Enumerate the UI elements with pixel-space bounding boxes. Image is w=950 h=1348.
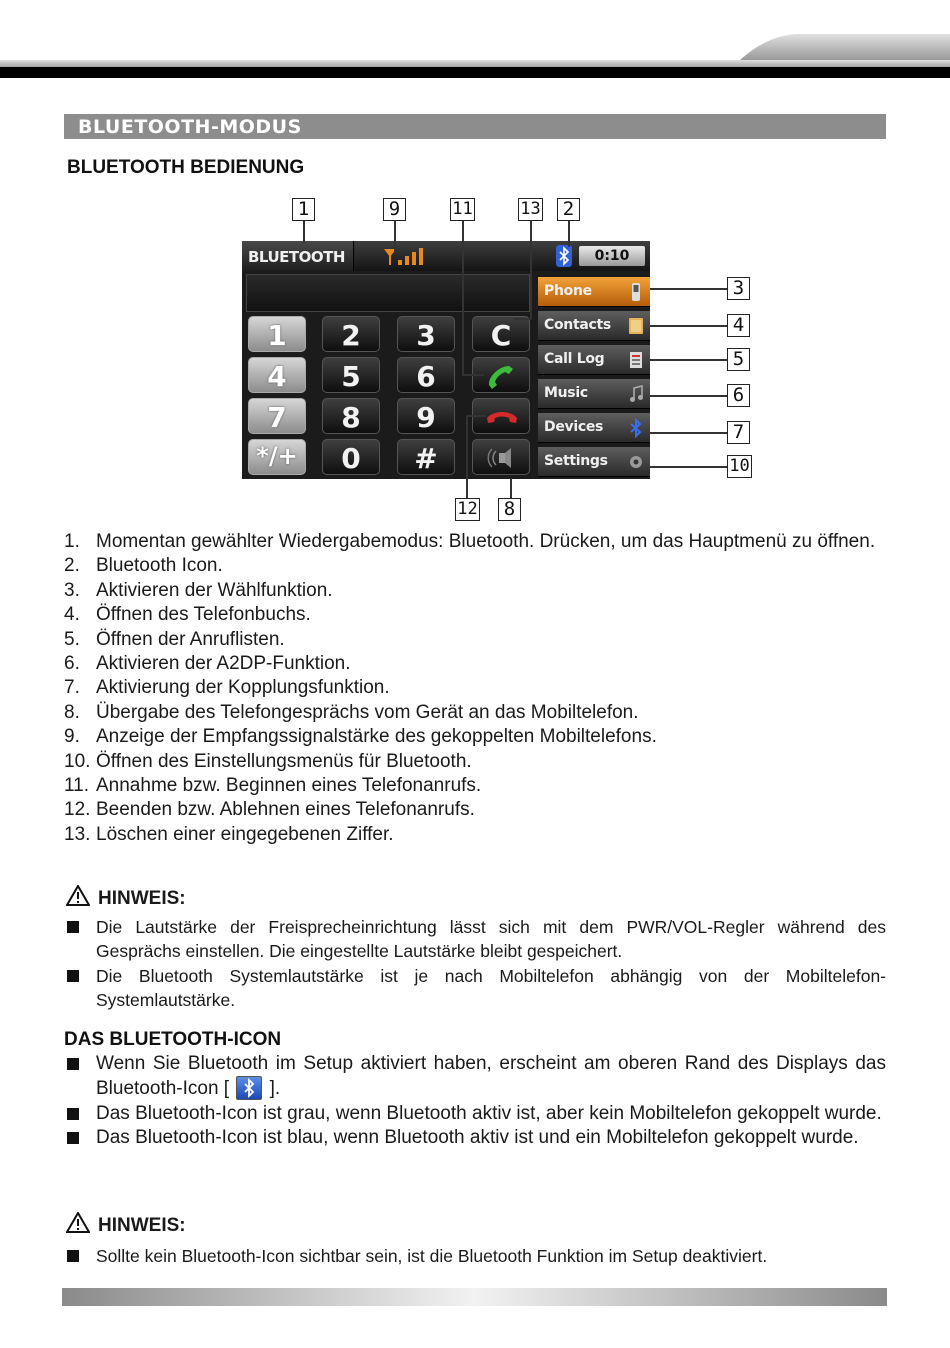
key-4-label: 4 xyxy=(267,360,287,393)
leader-line-2 xyxy=(568,221,570,247)
bluetooth-inline-icon xyxy=(236,1076,262,1100)
key-6[interactable] xyxy=(397,357,455,393)
callout-11: 11 xyxy=(450,198,475,221)
key-9-label: 9 xyxy=(416,401,436,434)
callout-10: 10 xyxy=(727,455,752,478)
menu-phone[interactable] xyxy=(538,277,650,307)
leader-line-1 xyxy=(303,221,305,243)
hint-bullet xyxy=(64,965,886,1012)
leader-line-4 xyxy=(650,325,727,327)
call-timer-text: 0:10 xyxy=(594,248,630,264)
leader-line-13b xyxy=(514,318,531,320)
list-item xyxy=(64,603,886,627)
list-item xyxy=(64,725,886,749)
call-log-list-icon xyxy=(628,350,644,370)
phone-icon xyxy=(628,282,644,302)
list-item xyxy=(64,676,886,700)
section-title: BLUETOOTH-MODUS xyxy=(78,116,302,138)
list-item-number: 11. xyxy=(64,775,90,797)
list-item xyxy=(64,701,886,725)
device-mode-label: BLUETOOTH xyxy=(248,248,345,266)
bluetooth-status-icon xyxy=(556,245,572,267)
leader-line-3 xyxy=(650,288,727,290)
hint-bullet xyxy=(64,916,886,963)
contacts-book-icon xyxy=(628,316,644,336)
hint-title: HINWEIS: xyxy=(98,888,186,909)
icon-bullet xyxy=(64,1126,886,1150)
bluetooth-icon xyxy=(628,418,644,438)
key-7-label: 7 xyxy=(267,401,287,434)
icon-bullet-text: Wenn Sie Bluetooth im Setup aktiviert haben, erscheint am oberen Rand des Displays das Bluetooth-Icon [ xyxy=(96,1053,886,1100)
key-2-label: 2 xyxy=(341,319,361,352)
list-item-text: Annahme bzw. Beginnen eines Telefonanrufs. xyxy=(96,775,482,797)
hint-bullet xyxy=(64,1245,886,1269)
leader-line-11b xyxy=(462,374,484,376)
leader-line-13 xyxy=(530,221,532,319)
menu-settings[interactable] xyxy=(538,447,650,477)
list-item-number: 10. xyxy=(64,750,91,772)
list-item-text: Aktivieren der A2DP-Funktion. xyxy=(96,653,351,675)
menu-settings-label: Settings xyxy=(544,453,608,469)
menu-contacts-label: Contacts xyxy=(544,317,611,333)
list-item-number: 3. xyxy=(64,579,80,601)
list-item xyxy=(64,823,886,847)
callout-5: 5 xyxy=(727,348,750,371)
callout-1: 1 xyxy=(292,198,315,221)
list-item-number: 8. xyxy=(64,701,80,723)
leader-line-7 xyxy=(650,432,727,434)
device-mode-button[interactable] xyxy=(242,241,354,271)
list-item xyxy=(64,750,886,774)
list-item-number: 12. xyxy=(64,799,91,821)
icon-bullet-text: Das Bluetooth-Icon ist blau, wenn Bluetooth aktiv ist und ein Mobiltelefon gekoppelt wurde. xyxy=(96,1127,859,1149)
hint-heading xyxy=(66,1212,186,1237)
list-item xyxy=(64,774,886,798)
number-display xyxy=(246,274,530,312)
footer-decoration xyxy=(62,1286,887,1308)
key-0-label: 0 xyxy=(341,442,361,475)
icon-bullet-list xyxy=(64,1052,886,1151)
menu-devices-label: Devices xyxy=(544,419,604,435)
speaker-transfer-icon xyxy=(485,445,519,471)
hint-heading xyxy=(66,885,186,910)
key-6-label: 6 xyxy=(416,360,436,393)
transfer-button[interactable] xyxy=(472,439,530,475)
list-item-text: Beenden bzw. Ablehnen eines Telefonanrufs. xyxy=(96,799,475,821)
key-3-label: 3 xyxy=(416,319,436,352)
icon-bullet-text: Das Bluetooth-Icon ist grau, wenn Bluetooth aktiv ist, aber kein Mobiltelefon gekoppelt wurde. xyxy=(96,1102,882,1124)
list-item-text: Löschen einer eingegebenen Ziffer. xyxy=(96,823,394,845)
menu-call-log-label: Call Log xyxy=(544,351,605,367)
key-8-label: 8 xyxy=(341,401,361,434)
key-hash[interactable] xyxy=(397,439,455,475)
callout-7: 7 xyxy=(727,421,750,444)
icon-bullet-text-end: ]. xyxy=(269,1078,281,1100)
key-8[interactable] xyxy=(322,398,380,434)
menu-devices[interactable] xyxy=(538,413,650,443)
list-item xyxy=(64,579,886,603)
section-title-bar xyxy=(64,114,886,139)
hint-bullet-list xyxy=(64,1245,886,1269)
phone-hangup-icon xyxy=(485,404,519,430)
bullet-square xyxy=(67,1108,79,1120)
heading-operation: BLUETOOTH BEDIENUNG xyxy=(67,157,305,178)
hint-bullet-text: Die Lautstärke der Freisprecheinrichtung lässt sich mit dem PWR/VOL-Regler während des Gesprächs einstellen. Die eingestellte Lautstärke bleibt gespeichert. xyxy=(96,917,886,961)
list-item-number: 7. xyxy=(64,677,80,699)
list-item-text: Momentan gewählter Wiedergabemodus: Bluetooth. Drücken, um das Hauptmenü zu öffnen. xyxy=(96,531,876,552)
leader-line-11 xyxy=(462,221,464,375)
list-item-number: 9. xyxy=(64,726,80,748)
key-star-plus-label: */+ xyxy=(256,442,298,470)
list-item-number: 1. xyxy=(64,531,80,552)
list-item-text: Aktivieren der Wählfunktion. xyxy=(96,579,333,601)
key-hash-label: # xyxy=(414,442,438,475)
callout-6: 6 xyxy=(727,384,750,407)
phone-answer-icon xyxy=(485,363,519,389)
hint-bullet-text: Sollte kein Bluetooth-Icon sichtbar sein, ist die Bluetooth Funktion im Setup deaktiviert. xyxy=(96,1246,768,1266)
list-item-number: 13. xyxy=(64,823,91,845)
callout-9: 9 xyxy=(383,198,406,221)
callout-13: 13 xyxy=(518,198,543,221)
leader-line-8 xyxy=(510,478,512,499)
key-9[interactable] xyxy=(397,398,455,434)
key-3[interactable] xyxy=(397,316,455,352)
leader-line-6 xyxy=(650,395,727,397)
list-item xyxy=(64,798,886,822)
hint-bullet-list xyxy=(64,916,886,1012)
menu-music-label: Music xyxy=(544,385,588,401)
list-item-number: 6. xyxy=(64,653,80,675)
key-star-plus[interactable] xyxy=(248,439,306,475)
list-item xyxy=(64,652,886,676)
list-item-text: Öffnen des Einstellungsmenüs für Bluetooth. xyxy=(96,750,472,772)
hint-bullet-text: Die Bluetooth Systemlautstärke ist je nach Mobiltelefon abhängig von der Mobiltelefon-Systemlautstärke. xyxy=(96,966,886,1010)
callout-12: 12 xyxy=(455,498,480,521)
music-note-icon xyxy=(628,384,644,404)
list-item-text: Aktivierung der Kopplungsfunktion. xyxy=(96,677,390,699)
bullet-square xyxy=(67,1250,79,1262)
list-item-number: 2. xyxy=(64,555,80,577)
bullet-square xyxy=(67,1132,79,1144)
menu-music[interactable] xyxy=(538,379,650,409)
warning-icon xyxy=(66,885,90,906)
clear-button-label: C xyxy=(490,319,512,352)
leader-line-5 xyxy=(650,359,727,361)
menu-phone-label: Phone xyxy=(544,283,592,299)
list-item-text: Öffnen der Anruflisten. xyxy=(96,628,285,650)
list-item-number: 4. xyxy=(64,604,80,626)
menu-call-log[interactable] xyxy=(538,345,650,375)
heading-bluetooth-icon: DAS BLUETOOTH-ICON xyxy=(64,1029,282,1050)
leader-line-9 xyxy=(394,221,396,251)
bullet-square xyxy=(67,970,79,982)
feature-list xyxy=(64,530,886,847)
key-1[interactable] xyxy=(248,316,306,352)
list-item-number: 5. xyxy=(64,628,80,650)
list-item xyxy=(64,554,886,578)
leader-line-12 xyxy=(466,415,468,499)
header-decoration xyxy=(0,0,950,82)
key-5[interactable] xyxy=(322,357,380,393)
call-timer xyxy=(579,246,645,266)
callout-8: 8 xyxy=(498,498,521,521)
key-4[interactable] xyxy=(248,357,306,393)
signal-strength-icon xyxy=(382,245,430,267)
gear-icon xyxy=(628,452,644,472)
device-screenshot xyxy=(242,241,650,479)
leader-line-12b xyxy=(466,415,486,417)
key-5-label: 5 xyxy=(341,360,361,393)
list-item xyxy=(64,530,886,554)
key-0[interactable] xyxy=(322,439,380,475)
key-1-label: 1 xyxy=(267,319,287,352)
hint-title: HINWEIS: xyxy=(98,1215,186,1236)
list-item-text: Übergabe des Telefongesprächs vom Gerät an das Mobiltelefon. xyxy=(96,701,639,723)
callout-3: 3 xyxy=(727,277,750,300)
leader-line-10 xyxy=(650,466,727,468)
list-item-text: Bluetooth Icon. xyxy=(96,555,223,577)
callout-2: 2 xyxy=(557,198,580,221)
icon-bullet xyxy=(64,1102,886,1126)
warning-icon xyxy=(66,1212,90,1233)
menu-contacts[interactable] xyxy=(538,311,650,341)
list-item-text: Öffnen des Telefonbuchs. xyxy=(96,604,311,626)
bullet-square xyxy=(67,921,79,933)
clear-button[interactable] xyxy=(472,316,530,352)
icon-bullet xyxy=(64,1052,886,1102)
callout-4: 4 xyxy=(727,314,750,337)
list-item xyxy=(64,628,886,652)
key-7[interactable] xyxy=(248,398,306,434)
key-2[interactable] xyxy=(322,316,380,352)
bullet-square xyxy=(67,1058,79,1070)
list-item-text: Anzeige der Empfangssignalstärke des gekoppelten Mobiltelefons. xyxy=(96,726,657,748)
